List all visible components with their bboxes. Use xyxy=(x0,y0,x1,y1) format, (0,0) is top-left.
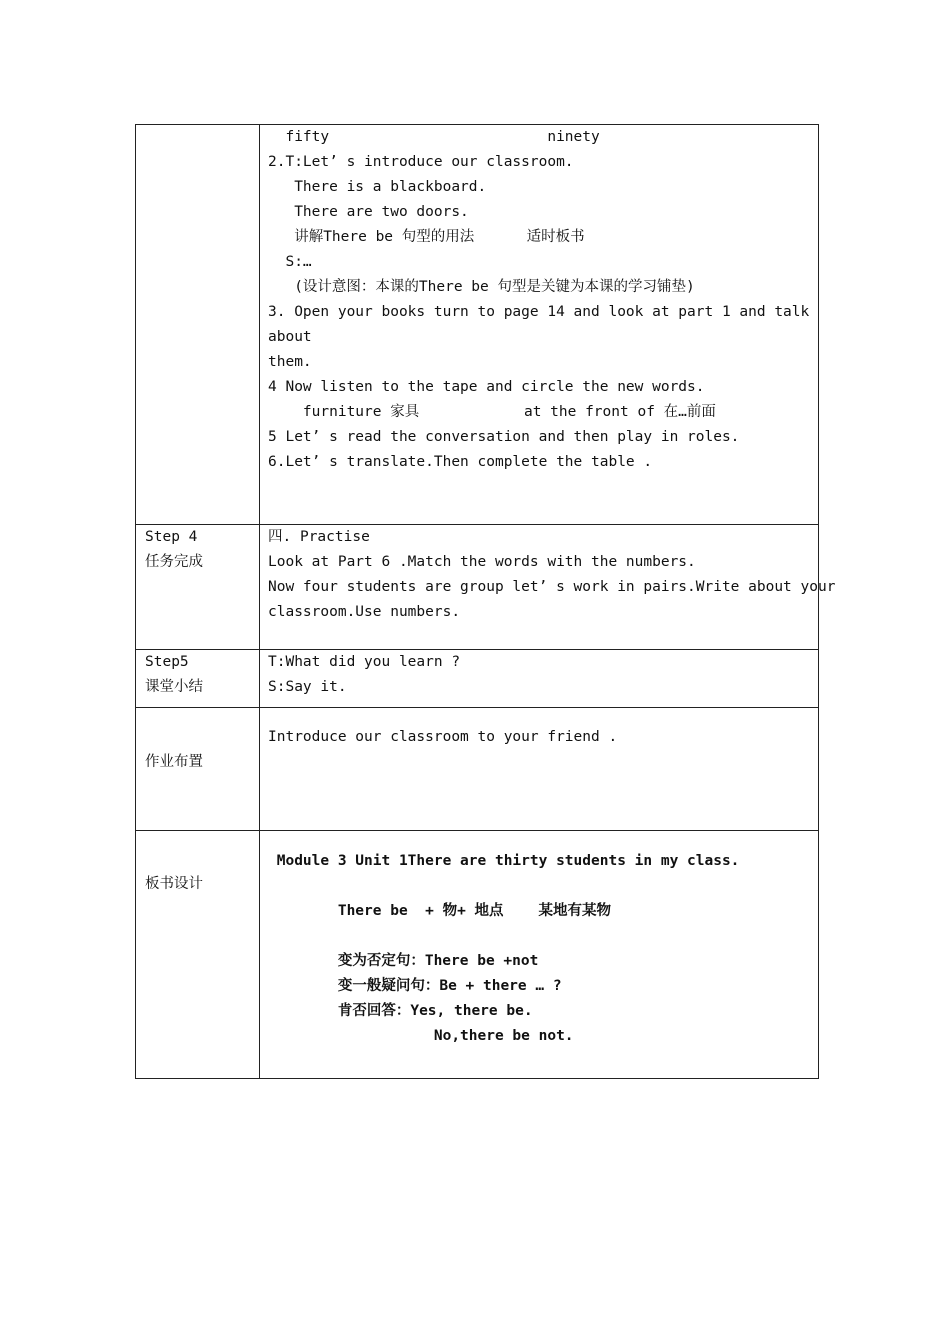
step-label-cn: 课堂小结 xyxy=(145,679,203,695)
content-line: (设计意图：本课的There be 句型是关键为本课的学习铺垫) xyxy=(268,279,695,295)
content-line: S:… xyxy=(268,254,312,270)
row-content-cell xyxy=(260,708,819,831)
board-line: 变为否定句：There be +not xyxy=(268,953,539,969)
board-line: 变一般疑问句：Be + there … ? xyxy=(268,978,562,994)
board-line xyxy=(268,924,818,949)
content-line: furniture 家具 at the front of 在…前面 xyxy=(268,404,716,420)
content-line: classroom.Use numbers. xyxy=(268,604,461,620)
board-line: 肯否回答：Yes, there be. xyxy=(268,1003,533,1019)
content-line: Introduce our classroom to your friend . xyxy=(268,729,618,745)
content-line: Look at Part 6 .Match the words with the numbers. xyxy=(268,554,696,570)
step-label: Step 4 xyxy=(145,529,198,545)
content-line: them. xyxy=(268,354,312,370)
row-label-cell xyxy=(136,708,260,831)
row-label-cell xyxy=(136,650,260,708)
content-line: S:Say it. xyxy=(268,679,347,695)
row-content-cell xyxy=(260,125,819,525)
table-row xyxy=(136,650,819,708)
content-line: 5 Let’ s read the conversation and then play in roles. xyxy=(268,429,740,445)
step-label-cn: 任务完成 xyxy=(145,554,203,570)
content-line: 6.Let’ s translate.Then complete the table . xyxy=(268,454,653,470)
row-content-cell xyxy=(260,525,836,650)
table-row xyxy=(136,525,819,650)
content-line: There is a blackboard. xyxy=(268,179,487,195)
content-line: 讲解There be 句型的用法 适时板书 xyxy=(268,229,585,245)
content-line: 4 Now listen to the tape and circle the new words. xyxy=(268,379,705,395)
content-line: Now four students are group let’ s work in pairs.Write about your xyxy=(268,579,836,595)
row-content-cell xyxy=(260,650,819,708)
content-line: 3. Open your books turn to page 14 and look at part 1 and talk xyxy=(268,304,810,320)
board-design-cell xyxy=(260,831,819,1079)
row-label-cell xyxy=(136,125,260,525)
content-line: 2.T:Let’ s introduce our classroom. xyxy=(268,154,574,170)
board-line: There be + 物+ 地点 某地有某物 xyxy=(268,903,611,919)
content-line: fifty ninety xyxy=(268,129,600,145)
board-line: Module 3 Unit 1There are thirty students in my class. xyxy=(268,853,740,869)
content-line: There are two doors. xyxy=(268,204,469,220)
board-design-label: 板书设计 xyxy=(145,876,203,892)
board-line xyxy=(268,874,818,899)
content-line: T:What did you learn ? xyxy=(268,654,461,670)
row-label-cell xyxy=(136,831,260,1079)
row-label-cell xyxy=(136,525,260,650)
content-line: about xyxy=(268,329,312,345)
board-line: No,there be not. xyxy=(268,1028,574,1044)
table-row xyxy=(136,125,819,525)
table-row xyxy=(136,831,819,1079)
content-line: 四. Practise xyxy=(268,529,370,545)
table-row xyxy=(136,708,819,831)
lesson-plan-table xyxy=(135,124,836,1079)
homework-label: 作业布置 xyxy=(145,754,203,770)
step-label: Step5 xyxy=(145,654,189,670)
